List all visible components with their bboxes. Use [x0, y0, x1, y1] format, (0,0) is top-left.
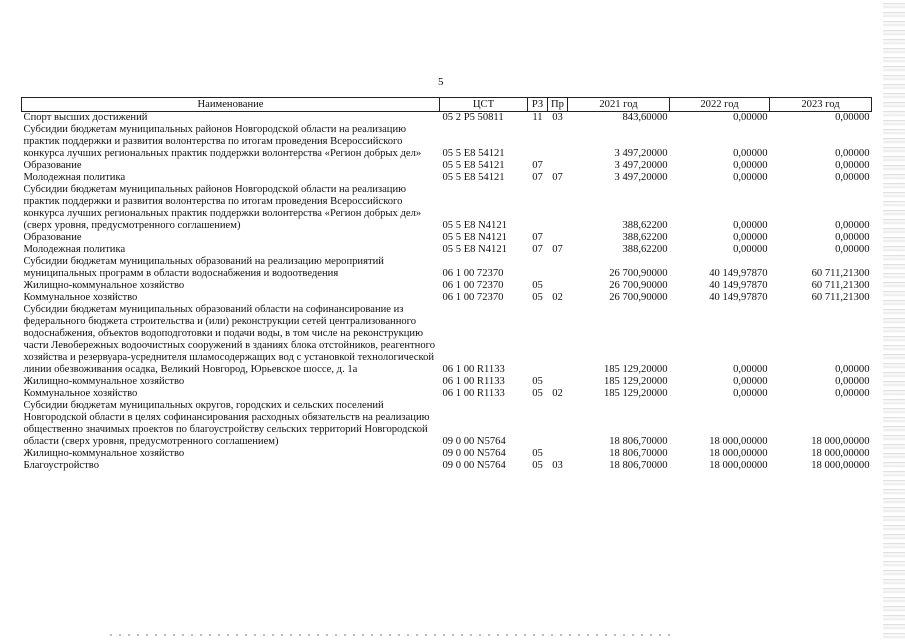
row-2023: 60 711,21300: [811, 292, 870, 303]
table-row: [22, 172, 872, 184]
row-name: Субсидии бюджетам муниципальных районов Новгородской области на реализацию практик поддержки и развития волонтерства по итогам проведения Всероссийского конкурса лучших региональных практик поддержки волонтерства «Регион добрых дел» (сверх уровня, предусмотренного соглашением): [23, 184, 422, 231]
row-rz: 05: [532, 448, 543, 459]
row-cst: 05 5 Е8 N4121: [442, 244, 507, 255]
table-row: [22, 376, 872, 388]
row-pr: [548, 232, 568, 244]
row-2021: 3 497,20000: [614, 148, 668, 159]
row-2021: 3 497,20000: [614, 172, 668, 183]
row-rz: 11: [532, 112, 543, 123]
row-name: Благоустройство: [23, 460, 99, 471]
row-2021: 388,62200: [622, 220, 668, 231]
table-row: [22, 400, 872, 448]
row-2023: 0,00000: [835, 376, 870, 387]
header-2022: 2022 год: [670, 98, 770, 112]
scan-edge-noise: [883, 0, 905, 640]
row-2022: 40 149,97870: [709, 280, 768, 291]
row-2023: 0,00000: [835, 160, 870, 171]
row-cst: 05 5 Е8 54121: [442, 160, 505, 171]
table-row: [22, 256, 872, 280]
row-name: Образование: [23, 160, 82, 171]
row-pr: [548, 184, 568, 232]
row-cst: 06 1 00 R1133: [442, 388, 505, 399]
row-2023: 0,00000: [835, 112, 870, 123]
row-rz: 05: [532, 376, 543, 387]
row-pr: [548, 304, 568, 376]
row-2021: 185 129,20000: [603, 364, 668, 375]
row-rz: [528, 256, 548, 280]
row-name: Молодежная политика: [23, 172, 126, 183]
table-row: [22, 160, 872, 172]
header-pr: Пр: [548, 98, 568, 112]
header-rz: РЗ: [528, 98, 548, 112]
row-2022: 0,00000: [733, 148, 768, 159]
row-pr: [548, 376, 568, 388]
row-2022: 18 000,00000: [709, 448, 768, 459]
row-2023: 60 711,21300: [811, 268, 870, 279]
row-2021: 185 129,20000: [603, 376, 668, 387]
row-2023: 0,00000: [835, 388, 870, 399]
row-rz: 05: [532, 388, 543, 399]
row-cst: 06 1 00 72370: [442, 268, 504, 279]
row-pr: 07: [552, 172, 563, 183]
row-2022: 0,00000: [733, 388, 768, 399]
row-2021: 26 700,90000: [609, 268, 668, 279]
row-2023: 0,00000: [835, 232, 870, 243]
row-rz: 05: [532, 292, 543, 303]
row-2022: 18 000,00000: [709, 436, 768, 447]
row-2023: 0,00000: [835, 244, 870, 255]
row-name: Субсидии бюджетам муниципальных округов, городских и сельских поселений Новгородской области в целях софинансирования расходных обязательств на реализацию общественно значимых проектов по благоустройству сельских территорий Новгородской области (сверх уровня, предусмотренного соглашением): [23, 400, 430, 447]
row-2023: 18 000,00000: [811, 460, 870, 471]
budget-table: [21, 97, 872, 472]
table-row: [22, 388, 872, 400]
row-2021: 18 806,70000: [609, 448, 668, 459]
row-rz: 07: [532, 172, 543, 183]
row-2022: 0,00000: [733, 376, 768, 387]
row-name: Жилищно-коммунальное хозяйство: [23, 376, 185, 387]
header-cst: ЦСТ: [440, 98, 528, 112]
table-row: [22, 304, 872, 376]
row-cst: 05 5 Е8 54121: [442, 148, 505, 159]
row-pr: 02: [552, 388, 563, 399]
row-cst: 05 5 Е8 N4121: [442, 220, 507, 231]
row-pr: [548, 400, 568, 448]
row-pr: 07: [552, 244, 563, 255]
row-pr: [548, 448, 568, 460]
row-name: Коммунальное хозяйство: [23, 388, 138, 399]
row-2022: 0,00000: [733, 220, 768, 231]
row-cst: 09 0 00 N5764: [442, 460, 506, 471]
table-row: [22, 124, 872, 160]
row-2023: 18 000,00000: [811, 436, 870, 447]
row-cst: 06 1 00 R1133: [442, 376, 505, 387]
row-2021: 18 806,70000: [609, 436, 668, 447]
row-name: Коммунальное хозяйство: [23, 292, 138, 303]
scan-bottom-noise: [110, 634, 670, 636]
row-2021: 26 700,90000: [609, 280, 668, 291]
row-2022: 0,00000: [733, 232, 768, 243]
row-rz: [528, 184, 548, 232]
row-2022: 0,00000: [733, 364, 768, 375]
row-cst: 09 0 00 N5764: [442, 448, 506, 459]
row-2021: 185 129,20000: [603, 388, 668, 399]
row-pr: [548, 124, 568, 160]
row-2022: 0,00000: [733, 244, 768, 255]
row-name: Образование: [23, 232, 82, 243]
table-row: [22, 244, 872, 256]
row-2022: 40 149,97870: [709, 268, 768, 279]
row-rz: 05: [532, 280, 543, 291]
row-2023: 0,00000: [835, 172, 870, 183]
header-2023: 2023 год: [770, 98, 872, 112]
row-cst: 09 0 00 N5764: [442, 436, 506, 447]
row-cst: 05 5 Е8 N4121: [442, 232, 507, 243]
row-2021: 26 700,90000: [609, 292, 668, 303]
row-cst: 06 1 00 72370: [442, 292, 504, 303]
header-name: Наименование: [22, 98, 440, 112]
row-2023: 0,00000: [835, 364, 870, 375]
row-name: Жилищно-коммунальное хозяйство: [23, 280, 185, 291]
row-name: Молодежная политика: [23, 244, 126, 255]
row-2021: 388,62200: [622, 232, 668, 243]
row-cst: 05 2 Р5 50811: [442, 112, 504, 123]
row-cst: 06 1 00 R1133: [442, 364, 505, 375]
page-number: 5: [438, 76, 444, 88]
row-pr: 03: [552, 460, 563, 471]
row-pr: [548, 160, 568, 172]
row-cst: 05 5 Е8 54121: [442, 172, 505, 183]
table-row: [22, 280, 872, 292]
row-2022: 0,00000: [733, 160, 768, 171]
row-name: Жилищно-коммунальное хозяйство: [23, 448, 185, 459]
row-2021: 388,62200: [622, 244, 668, 255]
row-pr: 02: [552, 292, 563, 303]
row-2023: 0,00000: [835, 148, 870, 159]
row-pr: [548, 256, 568, 280]
header-2021: 2021 год: [568, 98, 670, 112]
row-rz: 05: [532, 460, 543, 471]
row-2023: 60 711,21300: [811, 280, 870, 291]
table-row: [22, 448, 872, 460]
table-header-row: [22, 98, 872, 112]
table-row: [22, 112, 872, 125]
row-cst: 06 1 00 72370: [442, 280, 504, 291]
row-2022: 40 149,97870: [709, 292, 768, 303]
row-2021: 18 806,70000: [609, 460, 668, 471]
row-2021: 3 497,20000: [614, 160, 668, 171]
row-pr: [548, 280, 568, 292]
row-rz: 07: [532, 244, 543, 255]
row-name: Субсидии бюджетам муниципальных образований области на софинансирование из федерального бюджета строительства и (или) реконструкции сетей централизованного водоснабжения, объектов водоподготовки и подачи воды, в том числе на реконструкцию части Левобережных водоочистных сооружений в зданиях блока отстойников, реагентного хозяйства и резервуара-усреднителя шламосодержащих вод с установкой технологической линии обезвоживания осадка, Великий Новгород, Юрьевское шоссе, д. 1а: [23, 304, 435, 375]
row-rz: 07: [532, 160, 543, 171]
row-name: Субсидии бюджетам муниципальных образований на реализацию мероприятий муниципальных программ в области водоснабжения и водоотведения: [23, 256, 384, 279]
row-rz: [528, 124, 548, 160]
row-pr: 03: [552, 112, 563, 123]
row-name: Субсидии бюджетам муниципальных районов Новгородской области на реализацию практик поддержки и развития волонтерства по итогам проведения Всероссийского конкурса лучших региональных практик поддержки волонтерства «Регион добрых дел»: [23, 124, 422, 159]
row-2022: 0,00000: [733, 112, 768, 123]
table-row: [22, 460, 872, 472]
table-row: [22, 292, 872, 304]
table-row: [22, 232, 872, 244]
table-row: [22, 184, 872, 232]
row-2023: 18 000,00000: [811, 448, 870, 459]
row-2022: 0,00000: [733, 172, 768, 183]
row-name: Спорт высших достижений: [23, 112, 148, 123]
row-rz: [528, 400, 548, 448]
row-2023: 0,00000: [835, 220, 870, 231]
row-2021: 843,60000: [622, 112, 668, 123]
row-rz: 07: [532, 232, 543, 243]
row-2022: 18 000,00000: [709, 460, 768, 471]
row-rz: [528, 304, 548, 376]
